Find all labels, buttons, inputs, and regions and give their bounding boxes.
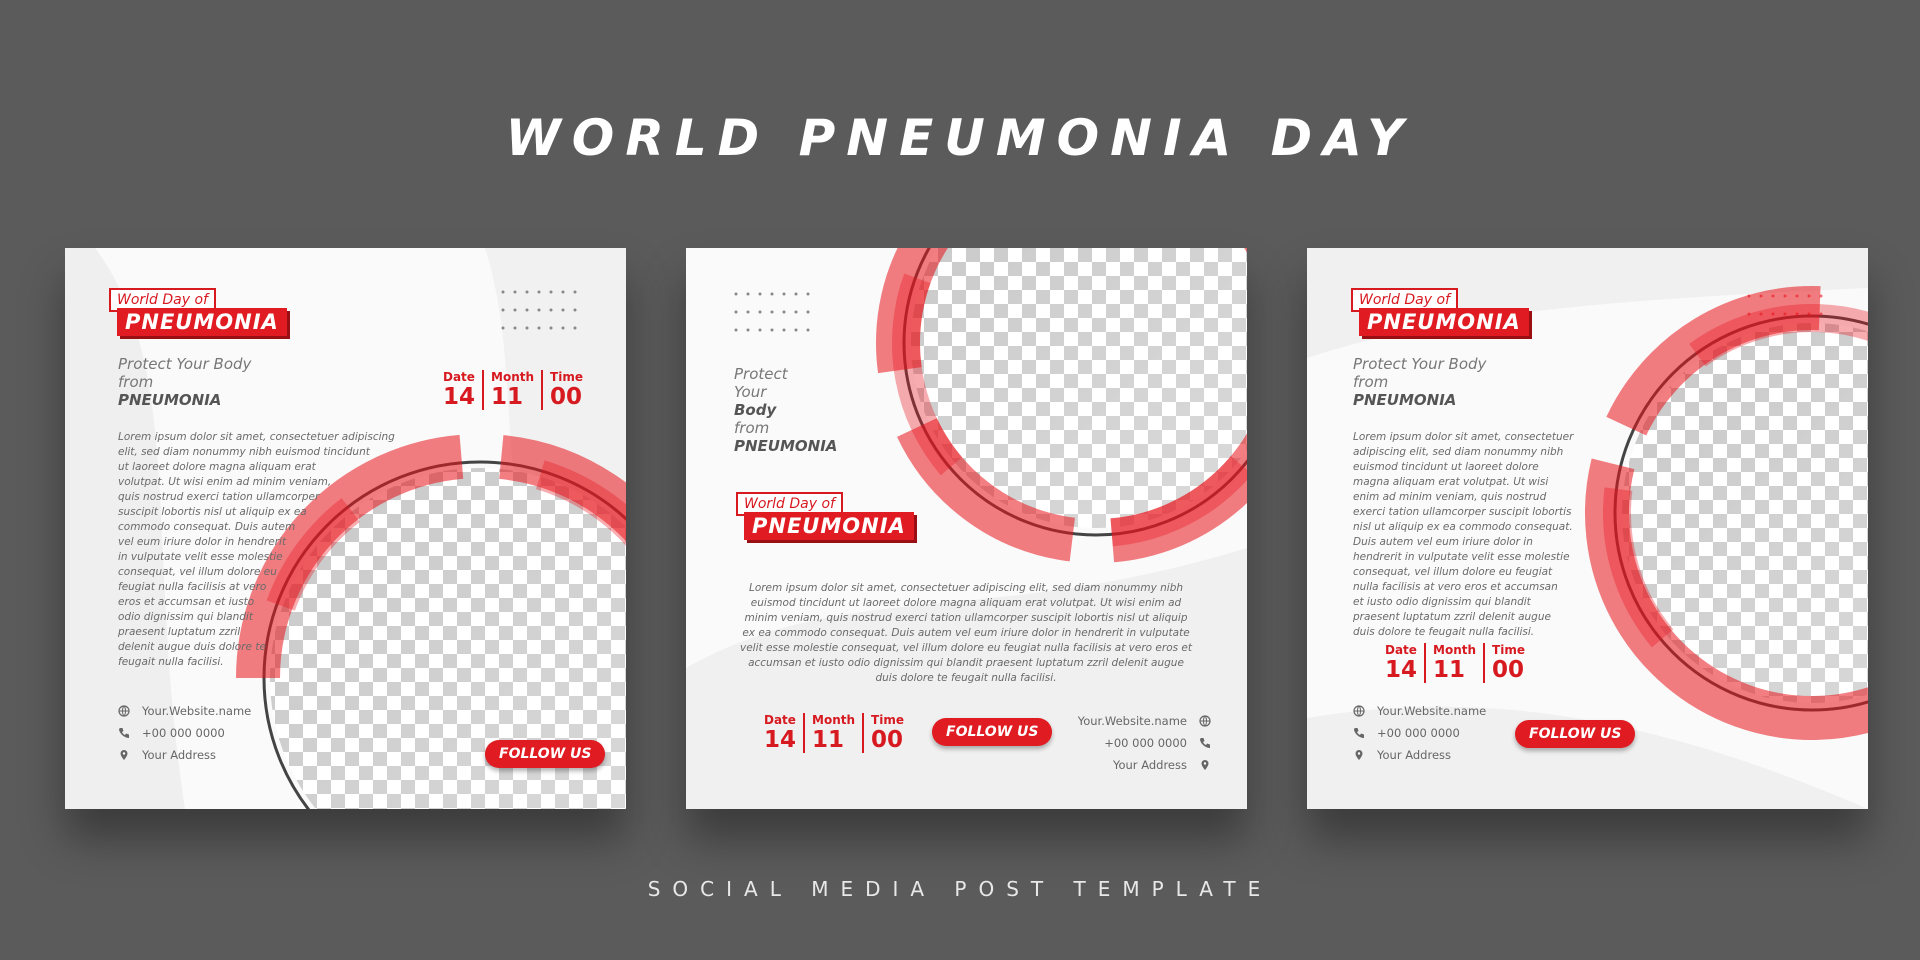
phone-text: +00 000 0000 <box>1104 736 1187 750</box>
contact-address[interactable] <box>118 744 251 766</box>
lorem-line: delenit augue duis dolore te <box>118 641 266 653</box>
contact-phone[interactable] <box>1353 722 1486 744</box>
dot-grid-decoration <box>734 292 816 334</box>
globe-icon <box>1353 705 1365 717</box>
address-text: Your Address <box>1112 758 1187 772</box>
map-pin-icon <box>1353 749 1365 761</box>
contact-address[interactable] <box>1016 754 1211 776</box>
lorem-line: consequat, vel illum dolore eu feugiat <box>1353 566 1553 578</box>
lorem-line: duis dolore te feugait nulla facilisi. <box>1353 626 1535 638</box>
lorem-line: suscipit lobortis nisl ut aliquip ex ea <box>118 506 307 518</box>
date-value: 14 <box>1385 657 1418 683</box>
contact-phone[interactable] <box>118 722 251 744</box>
lorem-line: accumsan et iusto odio dignissim qui blandit praesent luptatum zzril delenit augue <box>748 657 1184 669</box>
world-day-badge <box>1351 288 1561 338</box>
map-pin-icon <box>118 749 130 761</box>
map-pin-icon <box>1199 759 1211 771</box>
lorem-line: Lorem ipsum dolor sit amet, consectetuer adipiscing <box>118 431 395 443</box>
date-label: Date <box>764 713 796 727</box>
badge-main-text: PNEUMONIA <box>117 308 287 336</box>
globe-icon <box>1199 715 1211 727</box>
tagline <box>1353 355 1486 409</box>
post-template-card-1[interactable] <box>65 248 626 809</box>
phone-icon <box>118 727 130 739</box>
lorem-line: volutpat. Ut wisi enim ad minim veniam, <box>118 476 332 488</box>
lorem-line: praesent luptatum zzril delenit augue <box>1353 611 1551 623</box>
contact-list <box>1016 710 1211 776</box>
lorem-line: quis nostrud exerci tation ullamcorper <box>118 491 320 503</box>
lorem-line: magna aliquam erat volutpat. Ut wisi <box>1353 476 1549 488</box>
tagline-line: from <box>118 373 154 391</box>
dot-grid-decoration <box>1747 294 1829 336</box>
time-value: 00 <box>1492 657 1525 683</box>
lorem-line: hendrerit in vulputate velit esse molestie <box>1353 551 1570 563</box>
phone-icon <box>1199 737 1211 749</box>
badge-top-text: World Day of <box>1351 288 1458 312</box>
contact-phone[interactable] <box>1016 732 1211 754</box>
world-day-badge <box>736 492 946 542</box>
globe-icon <box>118 705 130 717</box>
badge-top-text: World Day of <box>736 492 843 516</box>
tagline-emphasis: Body <box>734 401 777 419</box>
lorem-line: nisl ut aliquip ex ea commodo consequat. <box>1353 521 1573 533</box>
lorem-line: Lorem ipsum dolor sit amet, consectetuer adipiscing elit, sed diam nonummy nibh <box>748 582 1184 594</box>
lorem-line: adipiscing elit, sed diam nonummy nibh <box>1353 446 1564 458</box>
time-label: Time <box>550 370 583 384</box>
lorem-line: Lorem ipsum dolor sit amet, consectetuer <box>1353 431 1574 443</box>
lorem-line: euismod tincidunt ut laoreet dolore <box>1353 461 1539 473</box>
lorem-line: commodo consequat. Duis autem <box>118 521 296 533</box>
lorem-line: ut laoreet dolore magna aliquam erat <box>118 461 316 473</box>
lorem-line: elit, sed diam nonummy nibh euismod tincidunt <box>118 446 370 458</box>
contact-list <box>1353 700 1486 766</box>
badge-main-text: PNEUMONIA <box>1359 308 1529 336</box>
website-text: Your.Website.name <box>1077 714 1187 728</box>
post-template-card-2[interactable] <box>686 248 1247 809</box>
tagline-emphasis: PNEUMONIA <box>1353 391 1457 409</box>
address-text: Your Address <box>1377 748 1452 762</box>
lorem-line: duis dolore te feugait nulla facilisi. <box>875 672 1057 684</box>
month-label: Month <box>491 370 535 384</box>
lorem-text <box>1353 430 1583 640</box>
time-value: 00 <box>550 384 583 410</box>
tagline-emphasis: PNEUMONIA <box>734 437 838 455</box>
follow-us-button[interactable]: FOLLOW US <box>485 740 605 768</box>
lorem-line: vel eum iriure dolor in hendrerit <box>118 536 287 548</box>
time-label: Time <box>1492 643 1525 657</box>
tagline <box>734 365 837 455</box>
tagline-line: from <box>734 419 770 437</box>
phone-text: +00 000 0000 <box>1377 726 1460 740</box>
follow-us-button[interactable]: FOLLOW US <box>932 718 1052 746</box>
lorem-line: feugait nulla facilisi. <box>118 656 224 668</box>
tagline-line: Protect Your Body <box>118 355 252 373</box>
badge-top-text: World Day of <box>109 288 216 312</box>
contact-website[interactable] <box>118 700 251 722</box>
follow-us-button[interactable]: FOLLOW US <box>1515 720 1635 748</box>
lorem-line: enim ad minim veniam, quis nostrud <box>1353 491 1547 503</box>
lorem-line: in vulputate velit esse molestie <box>118 551 283 563</box>
contact-address[interactable] <box>1353 744 1486 766</box>
lorem-line: velit esse molestie consequat, vel illum dolore eu feugiat nulla facilisis at vero eros et <box>740 642 1192 654</box>
badge-main-text: PNEUMONIA <box>744 512 914 540</box>
page-title: WORLD PNEUMONIA DAY <box>505 109 1415 167</box>
world-day-badge <box>109 288 319 338</box>
template-subtitle: SOCIAL MEDIA POST TEMPLATE <box>647 877 1273 901</box>
lorem-line: nulla facilisis at vero eros et accumsan <box>1353 581 1558 593</box>
contact-website[interactable] <box>1353 700 1486 722</box>
date-label: Date <box>443 370 475 384</box>
lorem-line: eros et accumsan et iusto <box>118 596 255 608</box>
tagline-line: from <box>1353 373 1389 391</box>
lorem-line: exerci tation ullamcorper suscipit lobortis <box>1353 506 1572 518</box>
lorem-line: praesent luptatum zzril <box>118 626 241 638</box>
phone-text: +00 000 0000 <box>142 726 225 740</box>
month-value: 11 <box>491 384 524 410</box>
lorem-line: et iusto odio dignissim qui blandit <box>1353 596 1531 608</box>
tagline-line: Protect Your Body <box>1353 355 1487 373</box>
tagline-line: Protect <box>734 365 788 383</box>
date-label: Date <box>1385 643 1417 657</box>
time-label: Time <box>871 713 904 727</box>
lorem-line: feugiat nulla facilisis at vero <box>118 581 267 593</box>
tagline-line: Your <box>734 383 767 401</box>
lorem-line: consequat, vel illum dolore eu <box>118 566 277 578</box>
address-text: Your Address <box>142 748 217 762</box>
lorem-line: minim veniam, quis nostrud exerci tation ullamcorper suscipit lobortis nisl ut aliquip <box>744 612 1188 624</box>
month-value: 11 <box>812 727 845 753</box>
month-label: Month <box>812 713 856 727</box>
tagline <box>118 355 251 409</box>
lorem-text <box>716 581 1216 686</box>
lorem-line: odio dignissim qui blandit <box>118 611 253 623</box>
website-text: Your.Website.name <box>142 704 252 718</box>
event-date <box>443 370 590 410</box>
post-template-card-3[interactable] <box>1307 248 1868 809</box>
time-value: 00 <box>871 727 904 753</box>
website-text: Your.Website.name <box>1377 704 1487 718</box>
contact-website[interactable] <box>1016 710 1211 732</box>
event-date <box>1385 643 1532 683</box>
month-label: Month <box>1433 643 1477 657</box>
contact-list <box>118 700 251 766</box>
phone-icon <box>1353 727 1365 739</box>
dot-grid-decoration <box>501 290 583 332</box>
lorem-text <box>118 430 408 670</box>
lorem-line: ex ea commodo consequat. Duis autem vel eum iriure dolor in hendrerit in vulputate <box>742 627 1190 639</box>
lorem-line: Duis autem vel eum iriure dolor in <box>1353 536 1533 548</box>
date-value: 14 <box>443 384 476 410</box>
lorem-line: euismod tincidunt ut laoreet dolore magna aliquam erat volutpat. Ut wisi enim ad <box>750 597 1182 609</box>
month-value: 11 <box>1433 657 1466 683</box>
date-value: 14 <box>764 727 797 753</box>
tagline-emphasis: PNEUMONIA <box>118 391 222 409</box>
event-date <box>764 713 911 753</box>
